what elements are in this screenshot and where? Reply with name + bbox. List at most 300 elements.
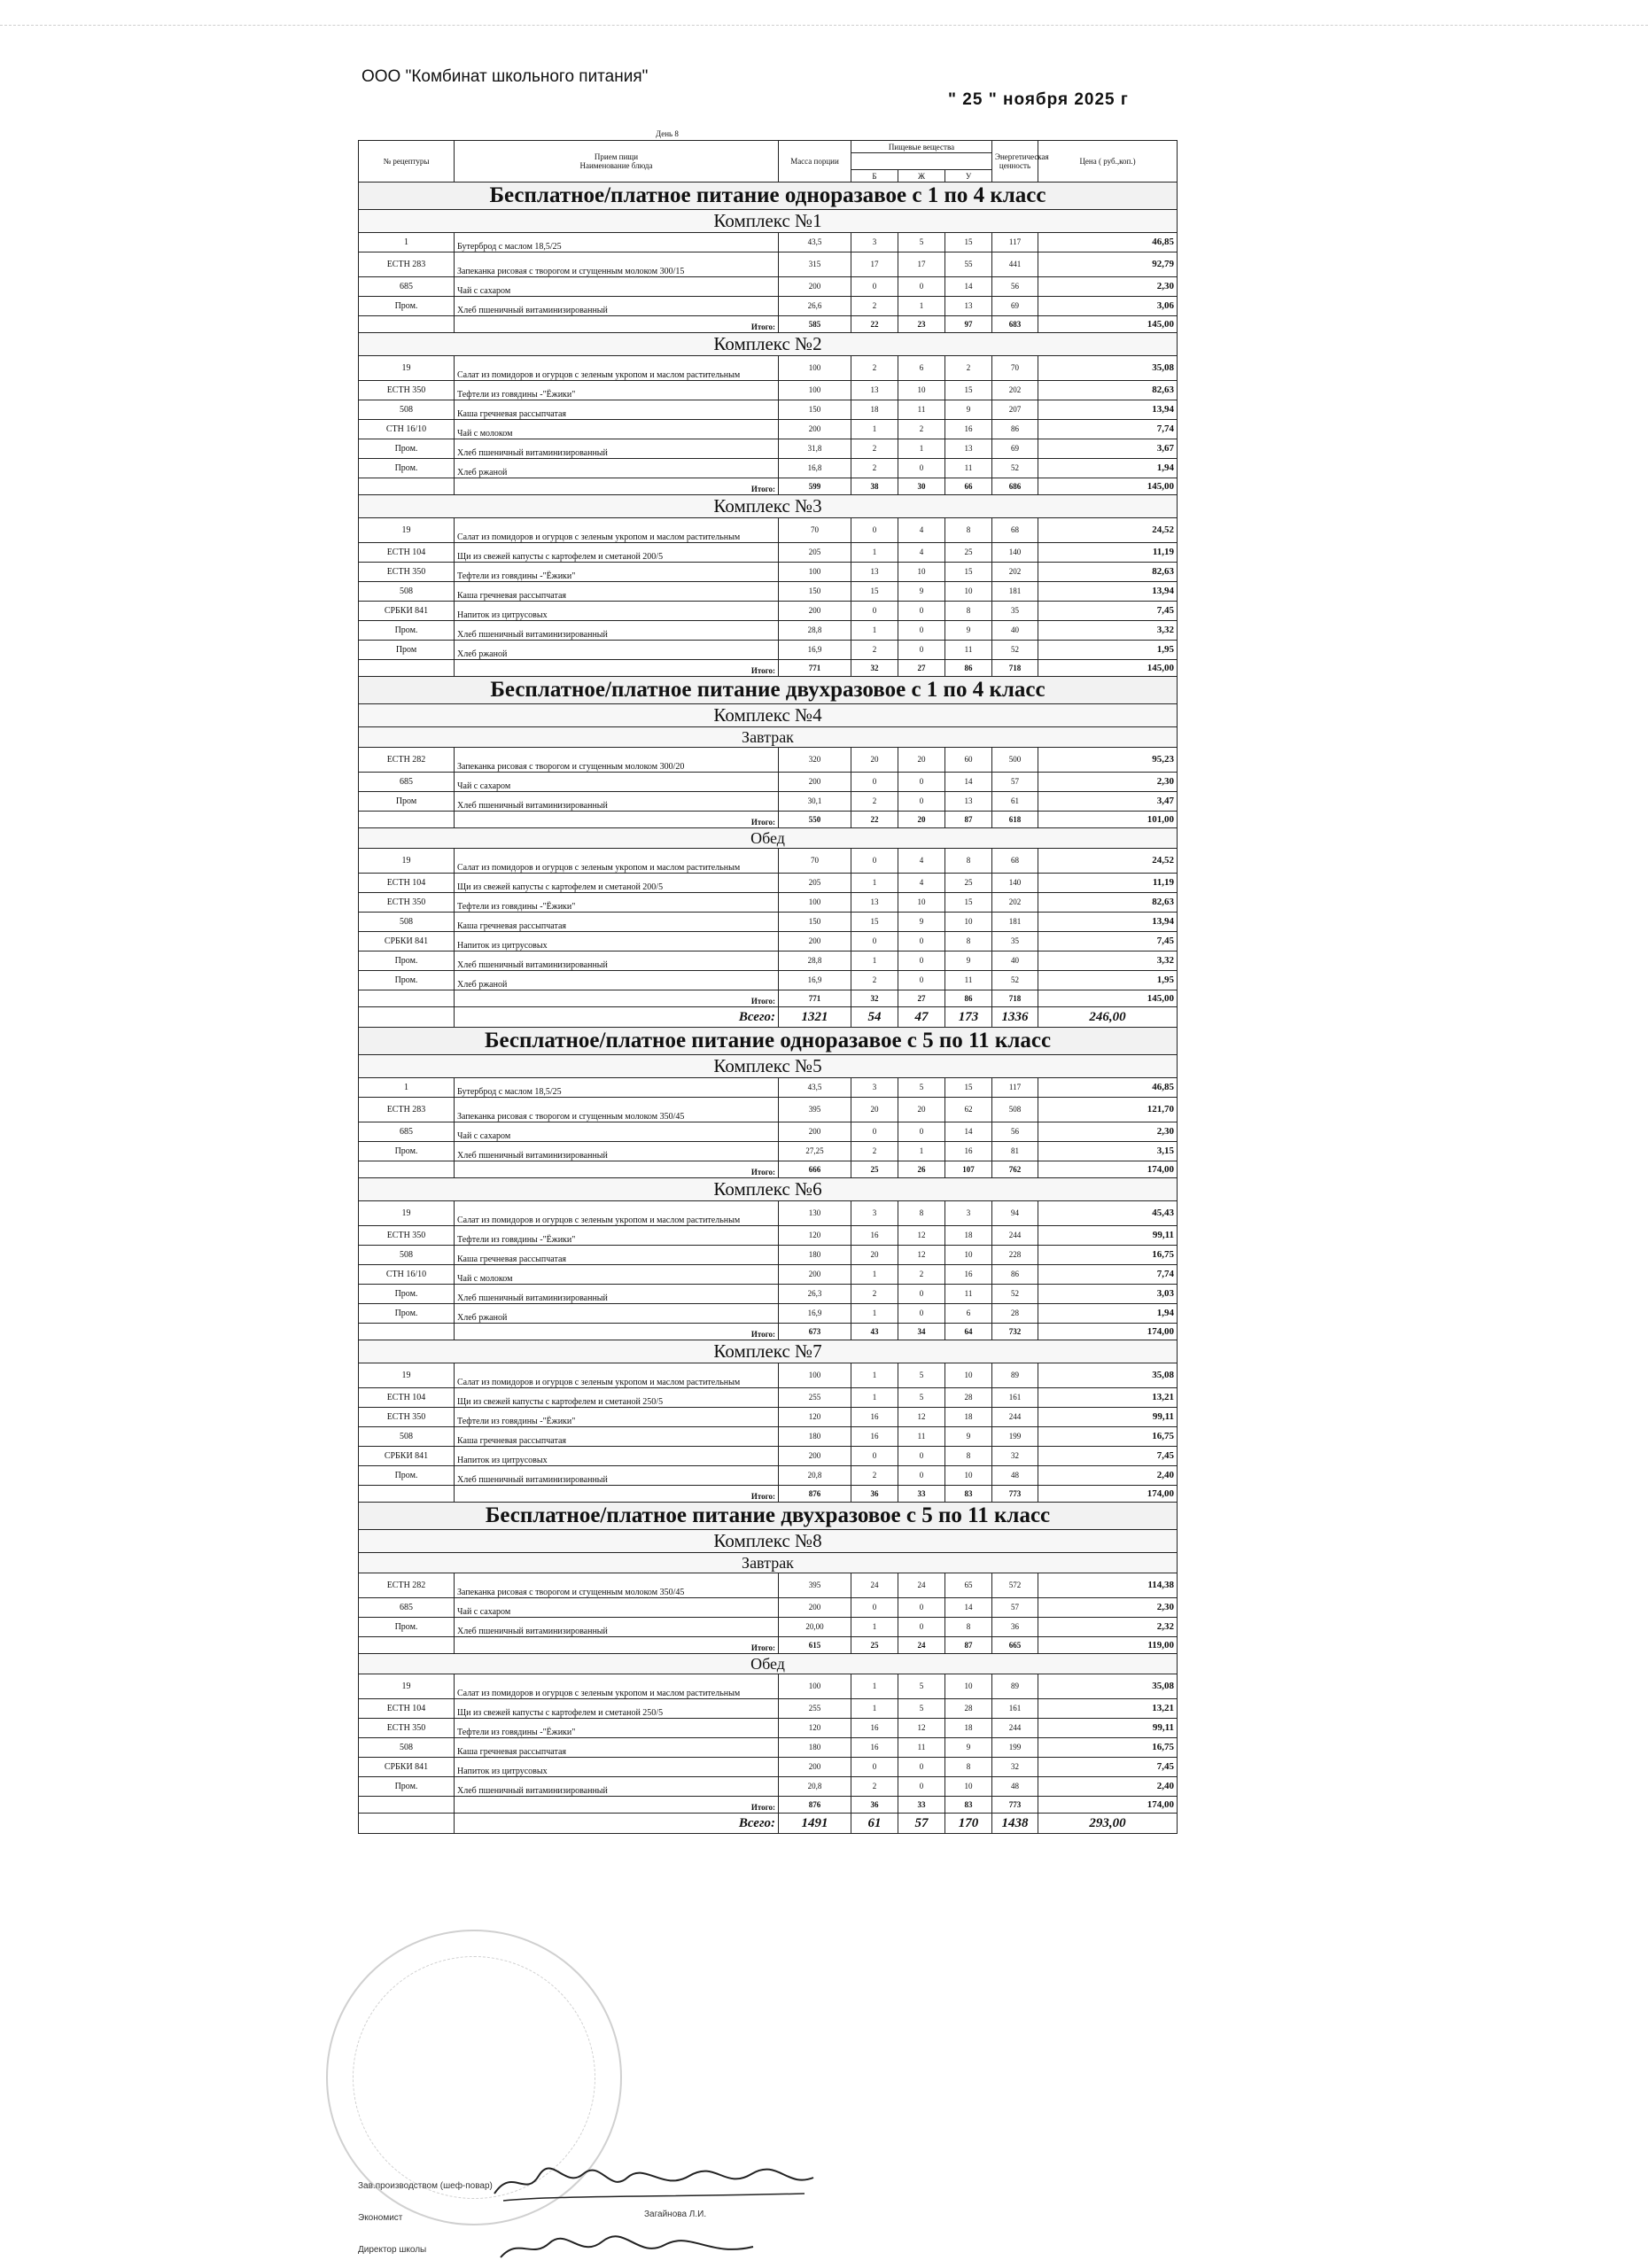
portion-mass: 315: [779, 252, 851, 277]
fat: 0: [898, 1122, 945, 1142]
recipe-code: СТН 16/10: [359, 1265, 455, 1285]
fat: 10: [898, 381, 945, 400]
portion-mass: 395: [779, 1098, 851, 1122]
protein: 2: [851, 1466, 898, 1486]
header-price: Цена ( руб.,коп.): [1038, 141, 1178, 183]
total-portion-mass: 615: [779, 1637, 851, 1654]
energy: 244: [992, 1719, 1038, 1738]
meal-title: Завтрак: [359, 1553, 1178, 1573]
portion-mass: 180: [779, 1738, 851, 1758]
section-title: Бесплатное/платное питание одноразавое с 1 по 4 класс: [359, 183, 1178, 210]
dish-name: Тефтели из говядины -"Ёжики": [455, 1226, 779, 1246]
recipe-code: Пром.: [359, 1285, 455, 1304]
protein: 16: [851, 1408, 898, 1427]
price: 82,63: [1038, 893, 1178, 913]
price: 11,19: [1038, 543, 1178, 563]
price: 13,94: [1038, 913, 1178, 932]
portion-mass: 70: [779, 849, 851, 874]
price: 7,45: [1038, 1758, 1178, 1777]
fat: 11: [898, 1738, 945, 1758]
recipe-code: СРБКИ 841: [359, 602, 455, 621]
protein: 0: [851, 518, 898, 543]
dish-name: Чай с молоком: [455, 420, 779, 439]
director-signature: [496, 2233, 762, 2268]
total-spacer: [359, 1324, 455, 1340]
header-zh: Ж: [898, 170, 945, 183]
dish-name: Салат из помидоров и огурцов с зеленым укропом и маслом растительным: [455, 356, 779, 381]
total-row: [359, 1637, 1178, 1654]
table-row: [359, 277, 1178, 297]
portion-mass: 200: [779, 1758, 851, 1777]
dish-name: Хлеб ржаной: [455, 641, 779, 660]
portion-mass: 120: [779, 1408, 851, 1427]
recipe-code: Пром: [359, 641, 455, 660]
energy: 199: [992, 1738, 1038, 1758]
carbs: 10: [945, 1363, 992, 1388]
portion-mass: 100: [779, 381, 851, 400]
recipe-code: СРБКИ 841: [359, 1758, 455, 1777]
carbs: 28: [945, 1388, 992, 1408]
total-spacer: [359, 1637, 455, 1654]
dish-name: Чай с сахаром: [455, 773, 779, 792]
price: 24,52: [1038, 849, 1178, 874]
recipe-code: Пром.: [359, 1777, 455, 1797]
fat: 0: [898, 1777, 945, 1797]
energy: 36: [992, 1618, 1038, 1637]
carbs: 16: [945, 1142, 992, 1161]
carbs: 3: [945, 1201, 992, 1226]
energy: 32: [992, 1758, 1038, 1777]
protein: 1: [851, 1265, 898, 1285]
fat: 1: [898, 1142, 945, 1161]
fat: 12: [898, 1719, 945, 1738]
header-dish-name: Наименование блюда: [579, 161, 653, 170]
fat: 20: [898, 1098, 945, 1122]
header-b: Б: [851, 170, 898, 183]
fat: 0: [898, 1618, 945, 1637]
energy: 32: [992, 1447, 1038, 1466]
carbs: 62: [945, 1098, 992, 1122]
protein: 17: [851, 252, 898, 277]
table-row: [359, 971, 1178, 990]
total-protein: 22: [851, 812, 898, 828]
complex-title: Комплекс №3: [359, 495, 1178, 518]
fat: 9: [898, 582, 945, 602]
dish-name: Тефтели из говядины -"Ёжики": [455, 1408, 779, 1427]
table-row: [359, 641, 1178, 660]
carbs: 15: [945, 893, 992, 913]
meal-title: Завтрак: [359, 727, 1178, 748]
dish-name: Напиток из цитрусовых: [455, 1447, 779, 1466]
total-protein: 32: [851, 990, 898, 1007]
table-row: [359, 1201, 1178, 1226]
carbs: 11: [945, 971, 992, 990]
dish-name: Салат из помидоров и огурцов с зеленым укропом и маслом растительным: [455, 1363, 779, 1388]
total-energy: 732: [992, 1324, 1038, 1340]
protein: 3: [851, 1201, 898, 1226]
portion-mass: 150: [779, 400, 851, 420]
total-portion-mass: 585: [779, 316, 851, 333]
protein: 13: [851, 563, 898, 582]
protein: 0: [851, 1447, 898, 1466]
dish-name: Хлеб пшеничный витаминизированный: [455, 951, 779, 971]
table-row: [359, 233, 1178, 252]
total-protein: 38: [851, 478, 898, 495]
carbs: 10: [945, 913, 992, 932]
protein: 13: [851, 893, 898, 913]
table-row: [359, 582, 1178, 602]
header-meal: Прием пищи: [594, 152, 639, 161]
energy: 28: [992, 1304, 1038, 1324]
recipe-code: Пром.: [359, 1466, 455, 1486]
portion-mass: 27,25: [779, 1142, 851, 1161]
price: 13,21: [1038, 1699, 1178, 1719]
economist-label: Экономист: [358, 2213, 403, 2223]
portion-mass: 100: [779, 1363, 851, 1388]
grand-price: 293,00: [1038, 1814, 1178, 1834]
protein: 2: [851, 439, 898, 459]
energy: 181: [992, 582, 1038, 602]
table-row: [359, 381, 1178, 400]
table-row: [359, 893, 1178, 913]
table-row: [359, 420, 1178, 439]
carbs: 8: [945, 849, 992, 874]
fat: 0: [898, 621, 945, 641]
price: 11,19: [1038, 874, 1178, 893]
carbs: 18: [945, 1719, 992, 1738]
energy: 35: [992, 932, 1038, 951]
total-energy: 665: [992, 1637, 1038, 1654]
total-protein: 36: [851, 1797, 898, 1814]
table-row: [359, 951, 1178, 971]
production-signature: [486, 2158, 822, 2210]
protein: 3: [851, 233, 898, 252]
fat: 5: [898, 1699, 945, 1719]
recipe-code: 19: [359, 1201, 455, 1226]
price: 95,23: [1038, 748, 1178, 773]
fat: 5: [898, 233, 945, 252]
total-protein: 43: [851, 1324, 898, 1340]
portion-mass: 28,8: [779, 621, 851, 641]
header-nutrients: Пищевые вещества: [851, 141, 992, 153]
price: 3,32: [1038, 621, 1178, 641]
recipe-code: Пром.: [359, 621, 455, 641]
energy: 89: [992, 1674, 1038, 1699]
table-row: [359, 400, 1178, 420]
economist-name: Загайнова Л.И.: [644, 2210, 707, 2219]
total-label: Итого:: [455, 1161, 779, 1178]
grand-spacer: [359, 1814, 455, 1834]
total-spacer: [359, 812, 455, 828]
recipe-code: Пром.: [359, 297, 455, 316]
carbs: 15: [945, 233, 992, 252]
fat: 0: [898, 971, 945, 990]
table-row: [359, 1078, 1178, 1098]
energy: 202: [992, 893, 1038, 913]
total-fat: 24: [898, 1637, 945, 1654]
protein: 3: [851, 1078, 898, 1098]
grand-carbs: 170: [945, 1814, 992, 1834]
total-fat: 27: [898, 990, 945, 1007]
carbs: 8: [945, 602, 992, 621]
recipe-code: ЕСТН 282: [359, 748, 455, 773]
fat: 4: [898, 518, 945, 543]
portion-mass: 100: [779, 356, 851, 381]
total-portion-mass: 550: [779, 812, 851, 828]
total-protein: 22: [851, 316, 898, 333]
total-protein: 25: [851, 1637, 898, 1654]
price: 2,40: [1038, 1777, 1178, 1797]
table-row: [359, 1388, 1178, 1408]
total-row: [359, 1486, 1178, 1503]
energy: 140: [992, 543, 1038, 563]
recipe-code: 19: [359, 1674, 455, 1699]
total-fat: 30: [898, 478, 945, 495]
energy: 52: [992, 641, 1038, 660]
dish-name: Щи из свежей капусты с картофелем и сметаной 250/5: [455, 1699, 779, 1719]
portion-mass: 200: [779, 277, 851, 297]
protein: 0: [851, 773, 898, 792]
table-row: [359, 1777, 1178, 1797]
table-row: [359, 748, 1178, 773]
total-fat: 27: [898, 660, 945, 677]
price: 16,75: [1038, 1738, 1178, 1758]
total-price: 174,00: [1038, 1161, 1178, 1178]
table-row: [359, 913, 1178, 932]
grand-protein: 54: [851, 1007, 898, 1028]
table-row: [359, 297, 1178, 316]
price: 7,74: [1038, 1265, 1178, 1285]
total-protein: 32: [851, 660, 898, 677]
meal-title-row: [359, 1654, 1178, 1674]
portion-mass: 255: [779, 1388, 851, 1408]
fat: 6: [898, 356, 945, 381]
energy: 48: [992, 1466, 1038, 1486]
energy: 94: [992, 1201, 1038, 1226]
dish-name: Хлеб пшеничный витаминизированный: [455, 1142, 779, 1161]
portion-mass: 120: [779, 1719, 851, 1738]
total-portion-mass: 876: [779, 1797, 851, 1814]
carbs: 28: [945, 1699, 992, 1719]
dish-name: Хлеб пшеничный витаминизированный: [455, 1285, 779, 1304]
director-label: Директор школы: [358, 2245, 427, 2255]
price: 13,21: [1038, 1388, 1178, 1408]
grand-spacer: [359, 1007, 455, 1028]
price: 3,67: [1038, 439, 1178, 459]
table-row: [359, 1285, 1178, 1304]
price: 92,79: [1038, 252, 1178, 277]
energy: 86: [992, 420, 1038, 439]
portion-mass: 255: [779, 1699, 851, 1719]
total-price: 119,00: [1038, 1637, 1178, 1654]
table-row: [359, 849, 1178, 874]
recipe-code: ЕСТН 350: [359, 563, 455, 582]
table-row: [359, 1598, 1178, 1618]
recipe-code: 508: [359, 582, 455, 602]
energy: 86: [992, 1265, 1038, 1285]
portion-mass: 200: [779, 1447, 851, 1466]
carbs: 13: [945, 439, 992, 459]
total-price: 145,00: [1038, 990, 1178, 1007]
protein: 1: [851, 1363, 898, 1388]
recipe-code: 19: [359, 849, 455, 874]
energy: 500: [992, 748, 1038, 773]
protein: 16: [851, 1226, 898, 1246]
dish-name: Напиток из цитрусовых: [455, 932, 779, 951]
total-protein: 25: [851, 1161, 898, 1178]
fat: 0: [898, 277, 945, 297]
fat: 20: [898, 748, 945, 773]
portion-mass: 395: [779, 1573, 851, 1598]
energy: 199: [992, 1427, 1038, 1447]
carbs: 18: [945, 1226, 992, 1246]
total-spacer: [359, 660, 455, 677]
price: 2,30: [1038, 277, 1178, 297]
meal-title: Обед: [359, 1654, 1178, 1674]
total-spacer: [359, 1797, 455, 1814]
protein: 1: [851, 1699, 898, 1719]
table-row: [359, 1142, 1178, 1161]
fat: 10: [898, 893, 945, 913]
total-carbs: 107: [945, 1161, 992, 1178]
protein: 1: [851, 1388, 898, 1408]
fat: 0: [898, 773, 945, 792]
table-row: [359, 874, 1178, 893]
protein: 0: [851, 1598, 898, 1618]
total-label: Итого:: [455, 990, 779, 1007]
header-u: У: [945, 170, 992, 183]
recipe-code: 508: [359, 913, 455, 932]
dish-name: Напиток из цитрусовых: [455, 602, 779, 621]
price: 99,11: [1038, 1408, 1178, 1427]
protein: 2: [851, 792, 898, 812]
total-spacer: [359, 478, 455, 495]
price: 2,30: [1038, 773, 1178, 792]
total-row: [359, 1324, 1178, 1340]
recipe-code: ЕСТН 282: [359, 1573, 455, 1598]
carbs: 9: [945, 621, 992, 641]
table-row: [359, 1758, 1178, 1777]
protein: 1: [851, 543, 898, 563]
table-row: [359, 1719, 1178, 1738]
dish-name: Бутерброд с маслом 18,5/25: [455, 1078, 779, 1098]
grand-fat: 47: [898, 1007, 945, 1028]
energy: 508: [992, 1098, 1038, 1122]
dish-name: Каша гречневая рассыпчатая: [455, 400, 779, 420]
recipe-code: СТН 16/10: [359, 420, 455, 439]
production-signature-label: Зав.производством (шеф-повар): [358, 2181, 493, 2191]
table-row: [359, 459, 1178, 478]
table-row: [359, 1246, 1178, 1265]
carbs: 15: [945, 1078, 992, 1098]
dish-name: Салат из помидоров и огурцов с зеленым укропом и маслом растительным: [455, 849, 779, 874]
fat: 5: [898, 1078, 945, 1098]
protein: 1: [851, 1618, 898, 1637]
dish-name: Щи из свежей капусты с картофелем и сметаной 250/5: [455, 1388, 779, 1408]
recipe-code: Пром.: [359, 439, 455, 459]
fat: 10: [898, 563, 945, 582]
dish-name: Напиток из цитрусовых: [455, 1758, 779, 1777]
grand-carbs: 173: [945, 1007, 992, 1028]
grand-total-label: Всего:: [455, 1007, 779, 1028]
portion-mass: 320: [779, 748, 851, 773]
price: 7,45: [1038, 1447, 1178, 1466]
energy: 40: [992, 951, 1038, 971]
total-energy: 618: [992, 812, 1038, 828]
protein: 1: [851, 874, 898, 893]
table-row: [359, 1226, 1178, 1246]
menu-table: [358, 140, 1178, 1834]
energy: 57: [992, 1598, 1038, 1618]
energy: 161: [992, 1388, 1038, 1408]
energy: 35: [992, 602, 1038, 621]
price: 24,52: [1038, 518, 1178, 543]
header-dish: [455, 141, 779, 183]
carbs: 10: [945, 1246, 992, 1265]
price: 3,15: [1038, 1142, 1178, 1161]
portion-mass: 28,8: [779, 951, 851, 971]
complex-title: Комплекс №5: [359, 1055, 1178, 1078]
recipe-code: ЕСТН 283: [359, 252, 455, 277]
total-row: [359, 812, 1178, 828]
portion-mass: 180: [779, 1427, 851, 1447]
dish-name: Чай с сахаром: [455, 1598, 779, 1618]
dish-name: Каша гречневая рассыпчатая: [455, 582, 779, 602]
fat: 12: [898, 1246, 945, 1265]
dish-name: Каша гречневая рассыпчатая: [455, 913, 779, 932]
portion-mass: 180: [779, 1246, 851, 1265]
total-label: Итого:: [455, 660, 779, 677]
carbs: 6: [945, 1304, 992, 1324]
table-row: [359, 1674, 1178, 1699]
total-carbs: 83: [945, 1486, 992, 1503]
complex-title-row: [359, 704, 1178, 727]
protein: 2: [851, 297, 898, 316]
table-header-row: [359, 141, 1178, 153]
recipe-code: 685: [359, 773, 455, 792]
total-label: Итого:: [455, 1324, 779, 1340]
header-nutrients-gap: [851, 153, 992, 170]
dish-name: Тефтели из говядины -"Ёжики": [455, 893, 779, 913]
fat: 0: [898, 1758, 945, 1777]
price: 1,94: [1038, 459, 1178, 478]
complex-title: Комплекс №8: [359, 1530, 1178, 1553]
portion-mass: 200: [779, 773, 851, 792]
table-row: [359, 543, 1178, 563]
energy: 56: [992, 1122, 1038, 1142]
total-price: 145,00: [1038, 660, 1178, 677]
fat: 24: [898, 1573, 945, 1598]
fat: 0: [898, 459, 945, 478]
fat: 0: [898, 951, 945, 971]
recipe-code: 19: [359, 518, 455, 543]
carbs: 9: [945, 1427, 992, 1447]
energy: 161: [992, 1699, 1038, 1719]
price: 3,06: [1038, 297, 1178, 316]
carbs: 14: [945, 1122, 992, 1142]
price: 99,11: [1038, 1226, 1178, 1246]
total-portion-mass: 876: [779, 1486, 851, 1503]
portion-mass: 20,8: [779, 1777, 851, 1797]
energy: 140: [992, 874, 1038, 893]
protein: 15: [851, 582, 898, 602]
menu-table-body: [359, 141, 1178, 1834]
fat: 12: [898, 1226, 945, 1246]
price: 16,75: [1038, 1246, 1178, 1265]
total-fat: 33: [898, 1797, 945, 1814]
protein: 2: [851, 1142, 898, 1161]
table-row: [359, 621, 1178, 641]
